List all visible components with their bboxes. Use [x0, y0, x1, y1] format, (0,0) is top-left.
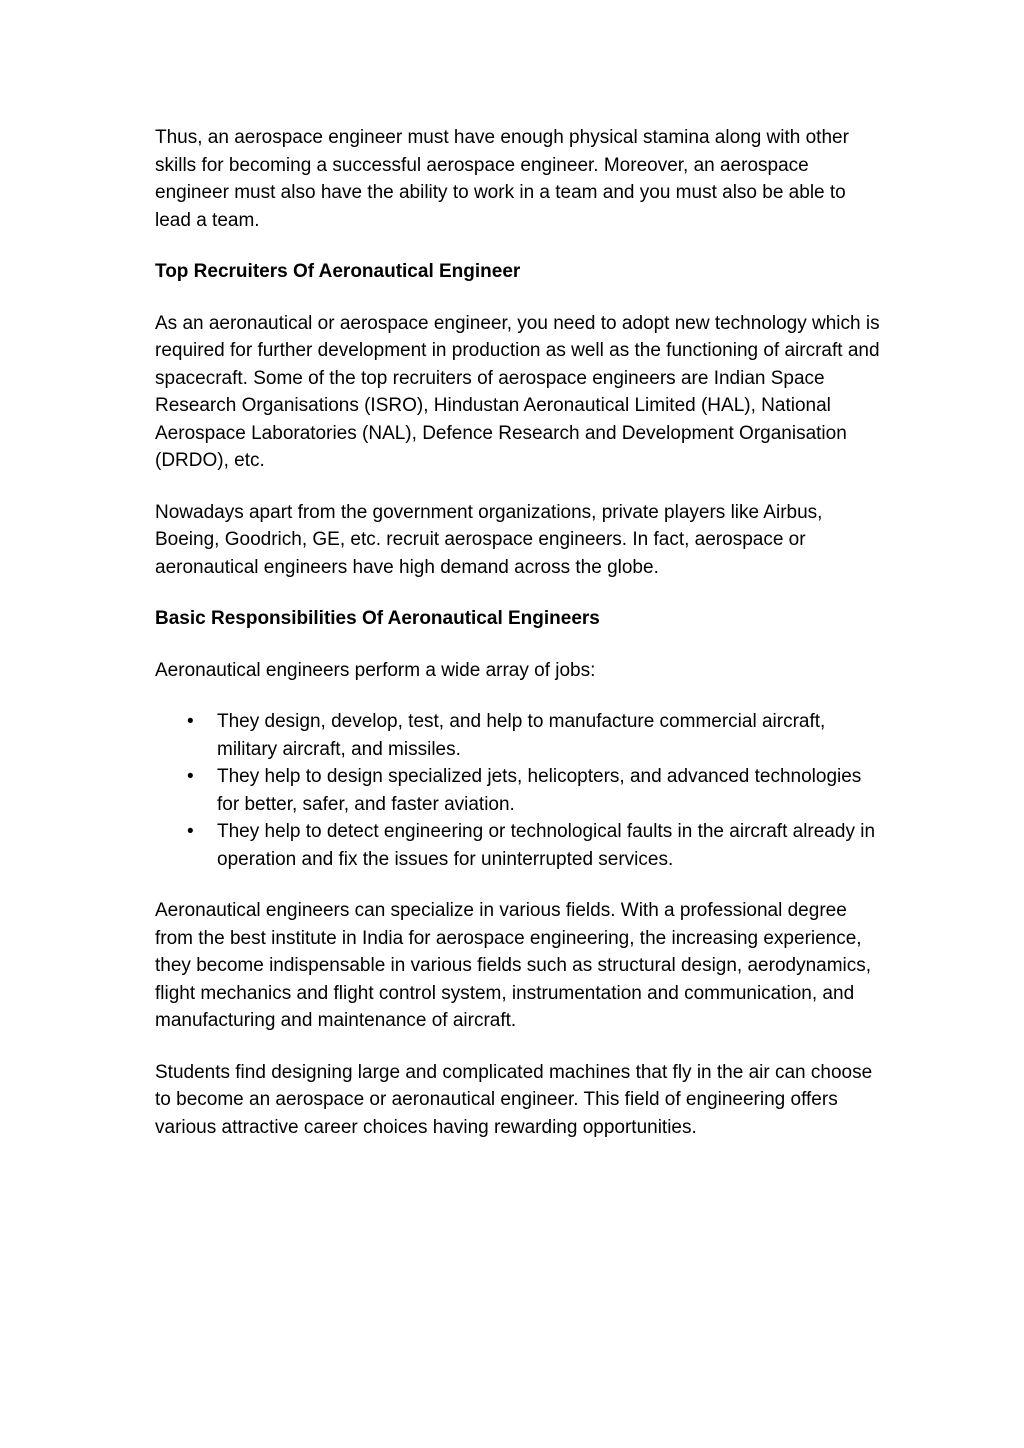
- section-heading-responsibilities: Basic Responsibilities Of Aeronautical Engineers: [155, 608, 600, 629]
- list-item-text: They help to design specialized jets, helicopters, and advanced technologies for better, safer, and faster aviation.: [217, 766, 862, 815]
- bullet-icon: •: [187, 821, 194, 842]
- document-page: [155, 124, 885, 1165]
- list-item: [187, 763, 885, 818]
- section-heading-top-recruiters: Top Recruiters Of Aeronautical Engineer: [155, 261, 521, 282]
- specialization-paragraph: Aeronautical engineers can specialize in various fields. With a professional degree from the best institute in India for aerospace engineering, the increasing experience, they become indispensable in various fields such as structural design, aerodynamics, flight mechanics and flight control system, instrumentation and communication, and manufacturing and maintenance of aircraft.: [155, 900, 872, 1031]
- recruiters-paragraph: As an aeronautical or aerospace engineer, you need to adopt new technology which is required for further development in production as well as the functioning of aircraft and spacecraft. Some of the top recruiters of aerospace engineers are Indian Space Research Organisations (ISRO), Hindustan Aeronautical Limited (HAL), National Aerospace Laboratories (NAL), Defence Research and Development Organisation (DRDO), etc.: [155, 312, 880, 471]
- bullet-icon: •: [187, 766, 194, 787]
- responsibilities-list: [155, 708, 885, 873]
- list-item-text: They design, develop, test, and help to manufacture commercial aircraft, military aircraft, and missiles.: [217, 711, 826, 760]
- list-item: [187, 818, 885, 873]
- responsibilities-lead: Aeronautical engineers perform a wide array of jobs:: [155, 659, 596, 681]
- private-players-paragraph: Nowadays apart from the government organizations, private players like Airbus, Boeing, Goodrich, GE, etc. recruit aerospace engineers. In fact, aerospace or aeronautical engineers have high demand across the globe.: [155, 501, 823, 578]
- intro-paragraph: Thus, an aerospace engineer must have enough physical stamina along with other skills for becoming a successful aerospace engineer. Moreover, an aerospace engineer must also have the ability to work in a team and you must also be able to lead a team.: [155, 127, 849, 231]
- list-item-text: They help to detect engineering or technological faults in the aircraft already in operation and fix the issues for uninterrupted services.: [217, 821, 876, 870]
- career-paragraph: Students find designing large and complicated machines that fly in the air can choose to become an aerospace or aeronautical engineer. This field of engineering offers various attractive career choices having rewarding opportunities.: [155, 1061, 873, 1138]
- list-item: [187, 708, 885, 763]
- bullet-icon: •: [187, 711, 194, 732]
